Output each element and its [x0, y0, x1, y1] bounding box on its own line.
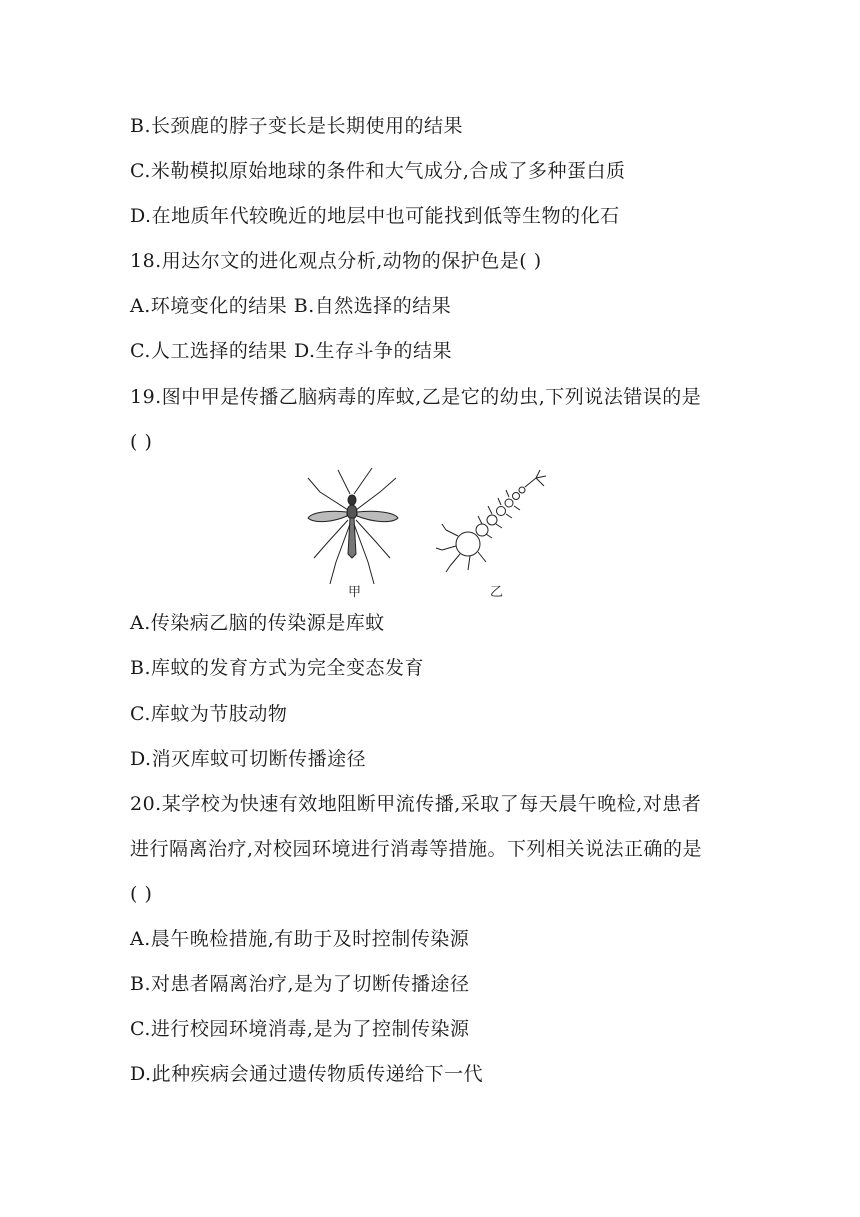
q19-option-b: B.库蚊的发育方式为完全变态发育 — [130, 657, 425, 679]
figure-label-yi: 乙 — [490, 585, 504, 600]
q19-option-a: A.传染病乙脑的传染源是库蚊 — [130, 612, 385, 634]
q20-option-d: D.此种疾病会通过遗传物质传递给下一代 — [130, 1063, 484, 1085]
question-20-line2: 进行隔离治疗,对校园环境进行消毒等措施。下列相关说法正确的是 — [130, 838, 703, 860]
adult-mosquito-drawing — [308, 468, 398, 584]
mosquito-figure — [300, 462, 560, 600]
q18-options-cd: C.人工选择的结果 D.生存斗争的结果 — [130, 340, 453, 362]
q19-option-d: D.消灭库蚊可切断传播途径 — [130, 748, 367, 770]
question-20-line1: 20.某学校为快速有效地阻断甲流传播,采取了每天晨午晚检,对患者 — [130, 793, 702, 815]
line-q17-d: D.在地质年代较晚近的地层中也可能找到低等生物的化石 — [130, 205, 620, 227]
figure-label-jia: 甲 — [348, 585, 362, 600]
q19-option-c: C.库蚊为节肢动物 — [130, 703, 288, 725]
line-q17-c: C.米勒模拟原始地球的条件和大气成分,合成了多种蛋白质 — [130, 160, 626, 182]
question-19: 19.图中甲是传播乙脑病毒的库蚊,乙是它的幼虫,下列说法错误的是 — [130, 386, 702, 408]
mosquito-illustration — [300, 462, 560, 600]
question-18: 18.用达尔文的进化观点分析,动物的保护色是( ) — [130, 250, 542, 272]
q20-option-a: A.晨午晚检措施,有助于及时控制传染源 — [130, 928, 470, 950]
q20-option-b: B.对患者隔离治疗,是为了切断传播途径 — [130, 973, 470, 995]
line-q17-b: B.长颈鹿的脖子变长是长期使用的结果 — [130, 115, 464, 137]
larva-drawing — [436, 470, 546, 572]
q20-option-c: C.进行校园环境消毒,是为了控制传染源 — [130, 1018, 470, 1040]
question-20-bracket: ( ) — [130, 883, 153, 905]
q18-options-ab: A.环境变化的结果 B.自然选择的结果 — [130, 295, 452, 317]
question-19-bracket: ( ) — [130, 431, 153, 453]
